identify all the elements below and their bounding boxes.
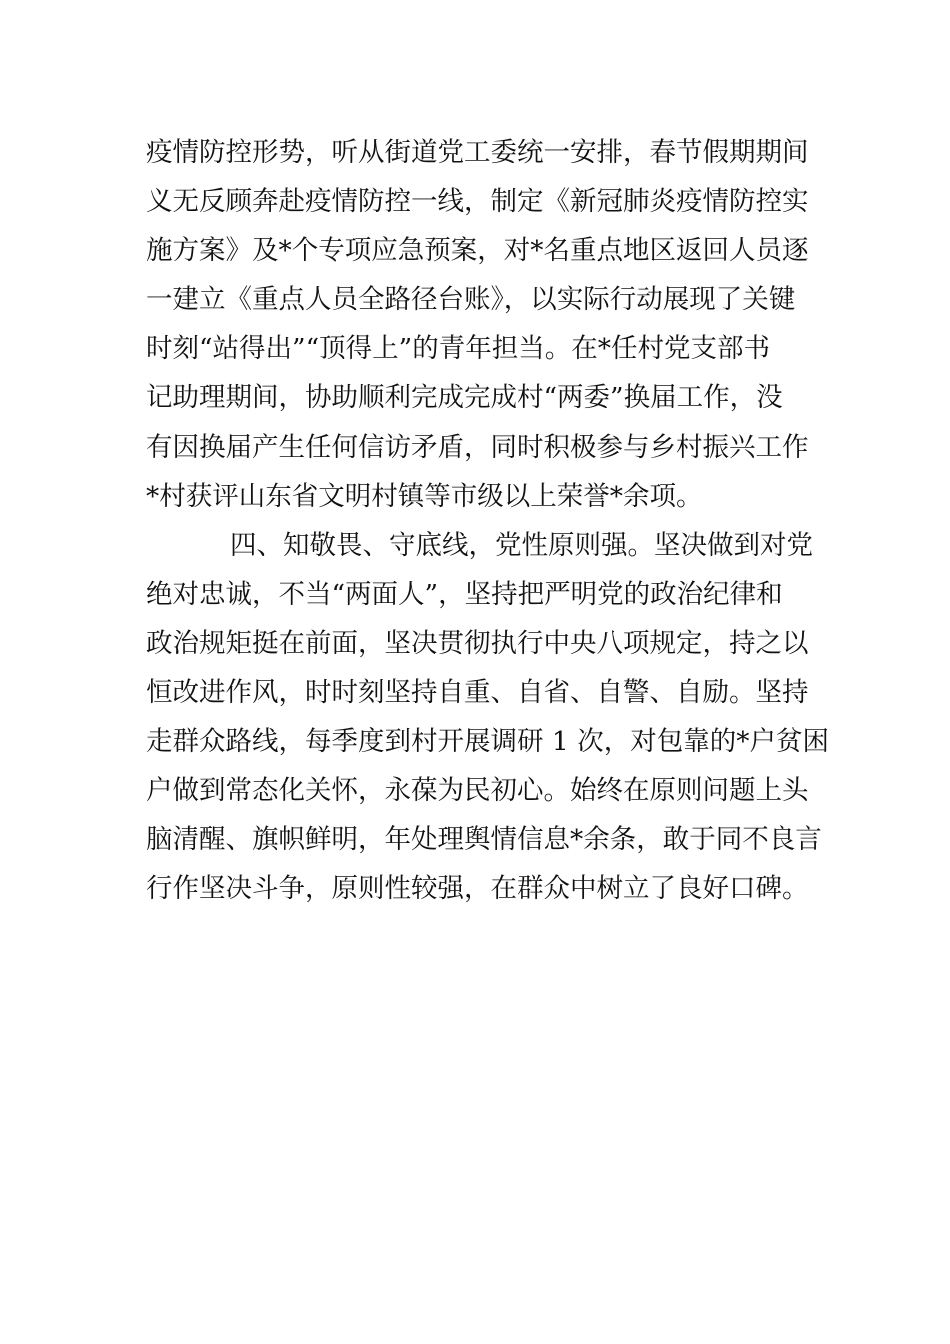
text-line: 施方案》及*个专项应急预案，对*名重点地区返回人员逐: [146, 235, 809, 267]
text-line: 义无反顾奔赴疫情防控一线，制定《新冠肺炎疫情防控实: [146, 186, 809, 218]
text-line: 四、知敬畏、守底线，党性原则强。坚决做到对党: [230, 529, 813, 561]
text-line: 一建立《重点人员全路径台账》，以实际行动展现了关键: [146, 284, 796, 316]
text-line: 行作坚决斗争，原则性较强，在群众中树立了良好口碑。: [146, 873, 809, 905]
paragraph-2: [146, 521, 829, 914]
document-body: [146, 128, 829, 914]
text-line: 时刻“站得出”“顶得上”的青年担当。在*任村党支部书: [146, 333, 770, 365]
text-line: 有因换届产生任何信访矛盾，同时积极参与乡村振兴工作: [146, 431, 809, 463]
text-line: *村获评山东省文明村镇等市级以上荣誉*余项。: [146, 480, 703, 512]
text-line: 政治规矩挺在前面，坚决贯彻执行中央八项规定，持之以: [146, 627, 809, 659]
text-line: 走群众路线，每季度到村开展调研 1 次，对包靠的*户贫困: [146, 726, 829, 758]
text-line: 绝对忠诚，不当“两面人”，坚持把严明党的政治纪律和: [146, 578, 783, 610]
text-line: 记助理期间，协助顺利完成完成村“两委”换届工作，没: [146, 382, 783, 414]
text-line: 户做到常态化关怀，永葆为民初心。始终在原则问题上头: [146, 775, 809, 807]
text-line: 恒改进作风，时时刻坚持自重、自省、自警、自励。坚持: [146, 677, 809, 709]
text-line: 脑清醒、旗帜鲜明，年处理舆情信息*余条，敢于同不良言: [146, 824, 822, 856]
text-line: 疫情防控形势，听从街道党工委统一安排，春节假期期间: [146, 137, 809, 168]
paragraph-1: [146, 128, 816, 521]
